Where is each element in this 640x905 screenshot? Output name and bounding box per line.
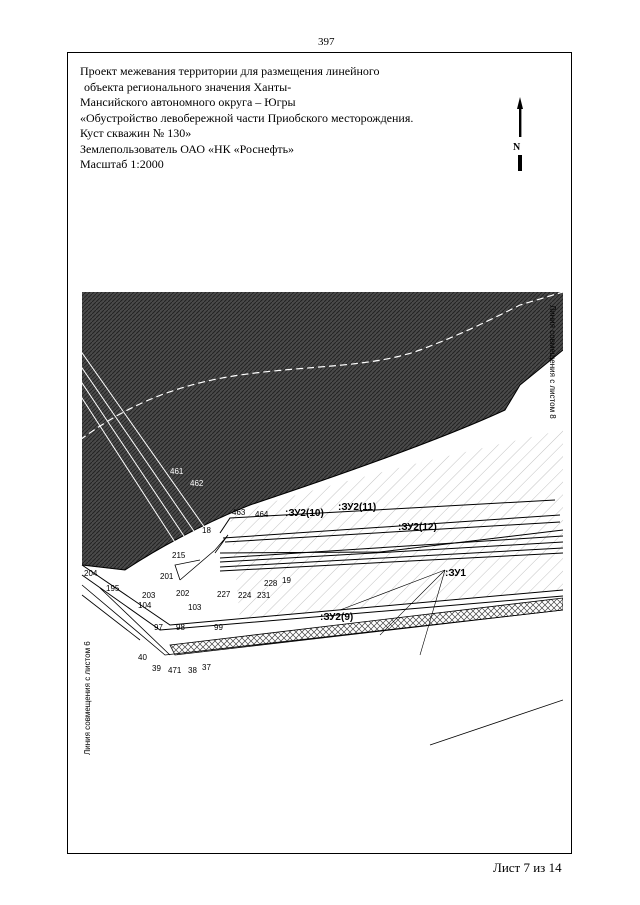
zone-zu2-11: :ЗУ2(11) xyxy=(338,502,377,513)
point-99: 99 xyxy=(214,623,223,632)
zone-zu2-9: :ЗУ2(9) xyxy=(320,612,354,623)
north-label: N xyxy=(513,142,521,153)
right-match-line-label: Линия совмещения с листом 8 xyxy=(548,305,557,419)
point-19: 19 xyxy=(282,576,291,585)
point-201: 201 xyxy=(160,572,174,581)
sheet-counter: Лист 7 из 14 xyxy=(493,860,562,875)
point-104: 104 xyxy=(138,601,152,610)
point-471: 471 xyxy=(168,666,182,675)
map-title-block xyxy=(80,64,480,173)
point-231: 231 xyxy=(257,591,271,600)
title-line-2: объекта регионального значения Ханты- xyxy=(84,79,292,94)
zone-zu2-12: :ЗУ2(12) xyxy=(398,522,437,533)
point-18: 18 xyxy=(202,526,211,535)
land-user-line: Землепользователь ОАО «НК «Роснефть» xyxy=(80,141,295,156)
cadastral-map xyxy=(80,290,563,765)
point-228: 228 xyxy=(264,579,278,588)
point-464: 464 xyxy=(255,510,269,519)
zone-zu2-10: :ЗУ2(10) xyxy=(285,508,324,519)
north-arrow-icon xyxy=(509,97,531,172)
title-line-3: Мансийского автономного округа – Югры xyxy=(80,95,296,109)
point-203: 203 xyxy=(142,591,156,600)
point-195: 195 xyxy=(106,584,120,593)
point-227: 227 xyxy=(217,590,231,599)
point-103: 103 xyxy=(188,603,202,612)
point-461: 461 xyxy=(170,467,184,476)
point-97: 97 xyxy=(154,623,163,632)
point-40: 40 xyxy=(138,653,147,662)
scale-line: Масштаб 1:2000 xyxy=(80,157,164,171)
point-39: 39 xyxy=(152,664,161,673)
point-462: 462 xyxy=(190,479,204,488)
point-98: 98 xyxy=(176,623,185,632)
point-38: 38 xyxy=(188,666,197,675)
left-match-line-label: Линия совмещения с листом 6 xyxy=(83,641,92,755)
point-224: 224 xyxy=(238,591,252,600)
point-204: 204 xyxy=(84,569,98,578)
point-202: 202 xyxy=(176,589,190,598)
title-line-1: Проект межевания территории для размещения линейного xyxy=(80,64,380,78)
zone-zu1: :ЗУ1 xyxy=(445,568,466,579)
title-line-5: Куст скважин № 130» xyxy=(80,126,192,140)
point-37: 37 xyxy=(202,663,211,672)
page-number: 397 xyxy=(318,36,335,48)
point-463: 463 xyxy=(232,508,246,517)
point-215: 215 xyxy=(172,551,186,560)
title-line-4: «Обустройство левобережной части Приобского месторождения. xyxy=(80,110,414,125)
